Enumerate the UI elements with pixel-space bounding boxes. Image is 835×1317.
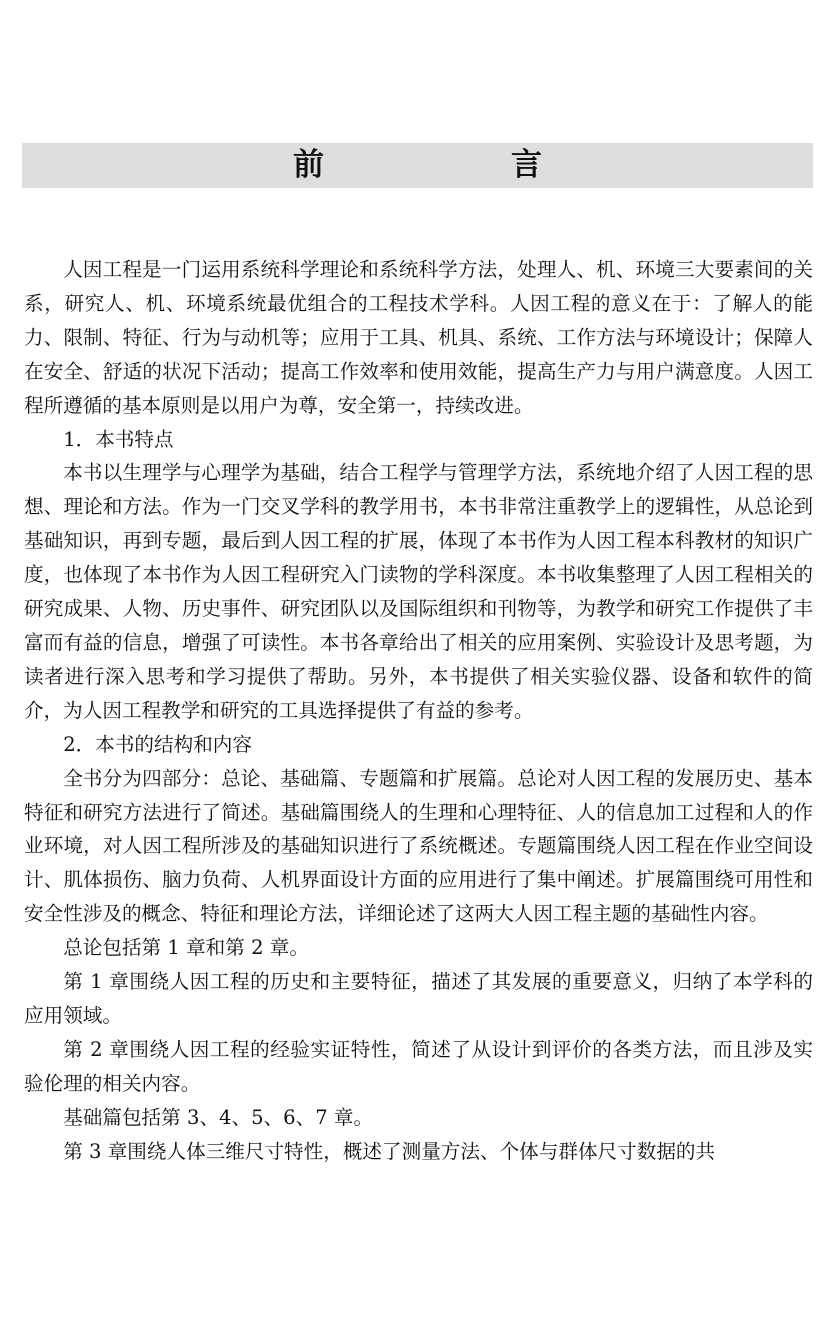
section-heading-structure: 2．本书的结构和内容 (63, 732, 252, 756)
paragraph-basics-chapters: 基础篇包括第 3、4、5、6、7 章。 (63, 1105, 374, 1129)
paragraph-intro: 人因工程是一门运用系统科学理论和系统科学方法，处理人、机、环境三大要素间的关系，研究人、机、环境系统最优组合的工程技术学科。人因工程的意义在于：了解人的能力、限制、特征、行为与动机等；应用于工具、机具、系统、工作方法与环境设计；保障人在安全、舒适的状况下活动；提高工作效率和使用效能，提高生产力与用户满意度。人因工程所遵循的基本原则是以用户为尊，安全第一，持续改进。 (24, 258, 813, 417)
paragraph-features: 本书以生理学与心理学为基础，结合工程学与管理学方法，系统地介绍了人因工程的思想、理论和方法。作为一门交叉学科的教学用书，本书非常注重教学上的逻辑性，从总论到基础知识，再到专题，最后到人因工程的扩展，体现了本书作为人因工程本科教材的知识广度，也体现了本书作为人因工程研究入门读物的学科深度。本书收集整理了人因工程相关的研究成果、人物、历史事件、研究团队以及国际组织和刊物等，为教学和研究工作提供了丰富而有益的信息，增强了可读性。本书各章给出了相关的应用案例、实验设计及思考题，为读者进行深入思考和学习提供了帮助。另外，本书提供了相关实验仪器、设备和软件的简介，为人因工程教学和研究的工具选择提供了有益的参考。 (24, 461, 813, 722)
paragraph-chapter-2: 第 2 章围绕人因工程的经验实证特性，简述了从设计到评价的各类方法，而且涉及实验伦理的相关内容。 (24, 1037, 813, 1095)
paragraph-chapter-3: 第 3 章围绕人体三维尺寸特性，概述了测量方法、个体与群体尺寸数据的共 (63, 1139, 716, 1163)
paragraph-chapter-1: 第 1 章围绕人因工程的历史和主要特征，描述了其发展的重要意义，归纳了本学科的应用领域。 (24, 970, 813, 1027)
page-title: 前 言 (293, 147, 620, 183)
section-heading-features: 1．本书特点 (63, 427, 174, 451)
body-text (24, 253, 813, 1168)
paragraph-structure: 全书分为四部分：总论、基础篇、专题篇和扩展篇。总论对人因工程的发展历史、基本特征和研究方法进行了简述。基础篇围绕人的生理和心理特征、人的信息加工过程和人的作业环境，对人因工程所涉及的基础知识进行了系统概述。专题篇围绕人因工程在作业空间设计、肌体损伤、脑力负荷、人机界面设计方面的应用进行了集中阐述。扩展篇围绕可用性和安全性涉及的概念、特征和理论方法，详细论述了这两大人因工程主题的基础性内容。 (24, 766, 813, 926)
preface-title-bar (22, 143, 813, 188)
paragraph-overview-chapters: 总论包括第 1 章和第 2 章。 (63, 936, 309, 960)
